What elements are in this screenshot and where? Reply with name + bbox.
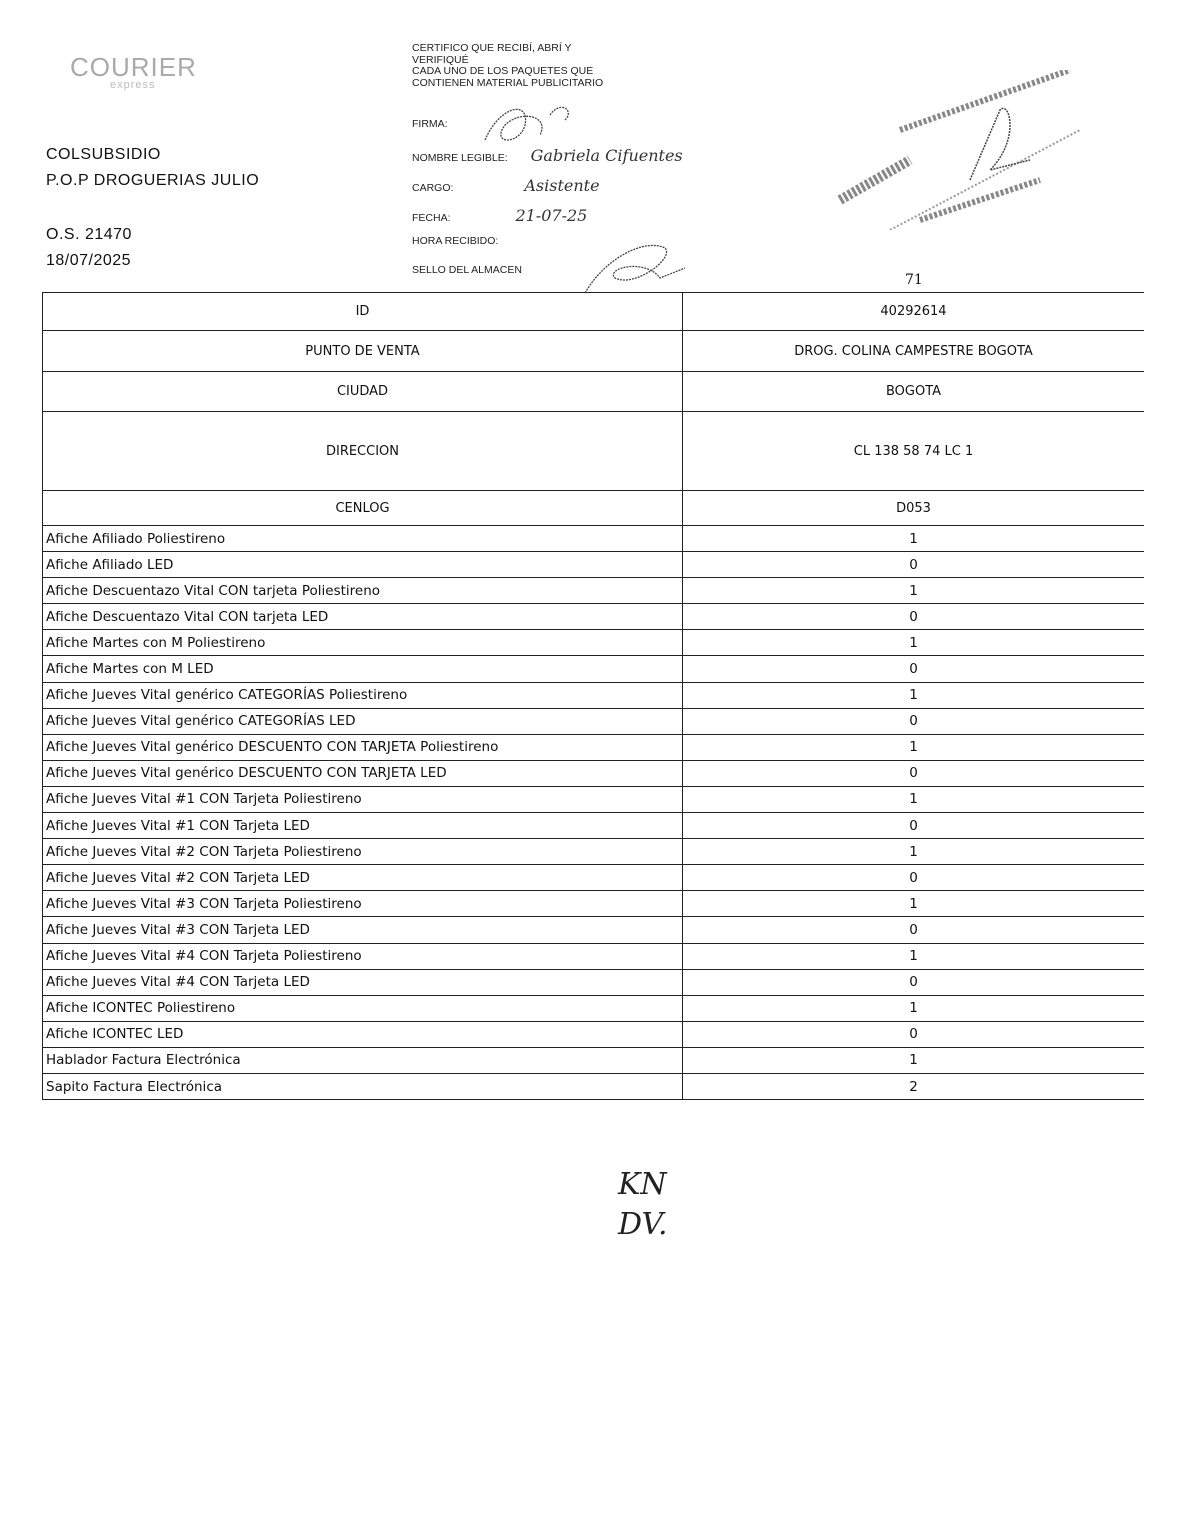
stamp-icon xyxy=(830,70,1080,230)
row-label: PUNTO DE VENTA xyxy=(43,331,683,372)
table-row-direccion xyxy=(43,412,1145,491)
cargo-field xyxy=(412,176,600,195)
table-row xyxy=(43,708,1145,734)
table-row xyxy=(43,1021,1145,1047)
cargo-label: CARGO: xyxy=(412,182,454,194)
handwritten-note xyxy=(618,1165,667,1245)
item-name: Afiche Martes con M LED xyxy=(43,656,683,682)
table-row xyxy=(43,969,1145,995)
item-qty: 1 xyxy=(683,578,1145,604)
cert-line: CADA UNO DE LOS PAQUETES QUE xyxy=(412,65,594,77)
row-label: DIRECCION xyxy=(43,412,683,491)
table-row xyxy=(43,891,1145,917)
item-qty: 1 xyxy=(683,786,1145,812)
table-row xyxy=(43,734,1145,760)
item-name: Afiche Jueves Vital genérico CATEGORÍAS Poliestireno xyxy=(43,682,683,708)
item-qty: 1 xyxy=(683,1047,1145,1073)
item-name: Hablador Factura Electrónica xyxy=(43,1047,683,1073)
nombre-field xyxy=(412,146,683,165)
item-qty: 1 xyxy=(683,682,1145,708)
table-row xyxy=(43,839,1145,865)
note-line: DV. xyxy=(618,1207,668,1242)
fecha-value: 21-07-25 xyxy=(515,206,588,225)
row-label: CIUDAD xyxy=(43,372,683,412)
item-qty: 0 xyxy=(683,552,1145,578)
order-block xyxy=(46,222,132,274)
table-row xyxy=(43,917,1145,943)
item-qty: 0 xyxy=(683,760,1145,786)
logo-subtext: express xyxy=(110,79,156,91)
item-name: Afiche ICONTEC LED xyxy=(43,1021,683,1047)
sello-label: SELLO DEL ALMACEN xyxy=(412,264,522,276)
row-value: 40292614 xyxy=(683,293,1145,331)
page-number: 71 xyxy=(905,272,923,288)
table-row xyxy=(43,656,1145,682)
table-row-id xyxy=(43,293,1145,331)
item-qty: 0 xyxy=(683,708,1145,734)
item-name: Afiche Descuentazo Vital CON tarjeta LED xyxy=(43,604,683,630)
courier-logo xyxy=(70,52,197,91)
item-name: Afiche Jueves Vital #2 CON Tarjeta Poliestireno xyxy=(43,839,683,865)
table-row-cenlog xyxy=(43,491,1145,526)
item-qty: 0 xyxy=(683,656,1145,682)
row-label: ID xyxy=(43,293,683,331)
cert-line: CONTIENEN MATERIAL PUBLICITARIO xyxy=(412,76,604,89)
item-name: Afiche Afiliado Poliestireno xyxy=(43,526,683,552)
firma-label: FIRMA: xyxy=(412,118,448,130)
table-row xyxy=(43,526,1145,552)
item-qty: 1 xyxy=(683,734,1145,760)
item-qty: 0 xyxy=(683,813,1145,839)
item-qty: 0 xyxy=(683,1021,1145,1047)
warehouse-signature-icon xyxy=(575,238,705,300)
fecha-label: FECHA: xyxy=(412,212,451,224)
item-name: Afiche Jueves Vital genérico DESCUENTO CON TARJETA LED xyxy=(43,760,683,786)
item-qty: 0 xyxy=(683,969,1145,995)
row-value: BOGOTA xyxy=(683,372,1145,412)
item-rows xyxy=(43,526,1145,1100)
item-name: Afiche Jueves Vital #3 CON Tarjeta Poliestireno xyxy=(43,891,683,917)
table-row-punto-de-venta xyxy=(43,331,1145,372)
order-number: O.S. 21470 xyxy=(46,226,132,243)
item-name: Afiche Jueves Vital genérico CATEGORÍAS LED xyxy=(43,708,683,734)
order-date: 18/07/2025 xyxy=(46,252,132,269)
item-qty: 1 xyxy=(683,891,1145,917)
hora-label: HORA RECIBIDO: xyxy=(412,235,499,247)
table-row xyxy=(43,604,1145,630)
item-name: Afiche Jueves Vital #2 CON Tarjeta LED xyxy=(43,865,683,891)
row-value: D053 xyxy=(683,491,1145,526)
item-name: Afiche Martes con M Poliestireno xyxy=(43,630,683,656)
item-name: Afiche Descuentazo Vital CON tarjeta Poliestireno xyxy=(43,578,683,604)
item-name: Afiche Jueves Vital #3 CON Tarjeta LED xyxy=(43,917,683,943)
item-name: Afiche ICONTEC Poliestireno xyxy=(43,995,683,1021)
item-name: Afiche Jueves Vital #4 CON Tarjeta LED xyxy=(43,969,683,995)
cargo-value: Asistente xyxy=(524,176,600,195)
table-row xyxy=(43,760,1145,786)
fecha-field xyxy=(412,206,587,225)
company-block xyxy=(46,142,259,194)
item-qty: 1 xyxy=(683,943,1145,969)
table-row xyxy=(43,682,1145,708)
note-line: KN xyxy=(618,1167,667,1202)
item-qty: 0 xyxy=(683,917,1145,943)
company-name: COLSUBSIDIO xyxy=(46,146,161,163)
table-row xyxy=(43,1073,1145,1099)
item-name: Sapito Factura Electrónica xyxy=(43,1073,683,1099)
delivery-table xyxy=(42,292,1144,1100)
table-row xyxy=(43,786,1145,812)
nombre-value: Gabriela Cifuentes xyxy=(530,146,683,165)
item-qty: 1 xyxy=(683,630,1145,656)
item-qty: 0 xyxy=(683,604,1145,630)
item-qty: 1 xyxy=(683,839,1145,865)
item-qty: 1 xyxy=(683,995,1145,1021)
item-name: Afiche Jueves Vital genérico DESCUENTO CON TARJETA Poliestireno xyxy=(43,734,683,760)
table-row xyxy=(43,995,1145,1021)
item-qty: 1 xyxy=(683,526,1145,552)
row-value: CL 138 58 74 LC 1 xyxy=(683,412,1145,491)
certification-text xyxy=(412,43,603,89)
table-row xyxy=(43,630,1145,656)
row-value: DROG. COLINA CAMPESTRE BOGOTA xyxy=(683,331,1145,372)
item-name: Afiche Jueves Vital #1 CON Tarjeta Poliestireno xyxy=(43,786,683,812)
item-name: Afiche Jueves Vital #4 CON Tarjeta Poliestireno xyxy=(43,943,683,969)
table-row xyxy=(43,943,1145,969)
table-row-ciudad xyxy=(43,372,1145,412)
cert-line: VERIFIQUÉ xyxy=(412,53,469,66)
item-qty: 2 xyxy=(683,1073,1145,1099)
table-row xyxy=(43,1047,1145,1073)
project-name: P.O.P DROGUERIAS JULIO xyxy=(46,172,260,189)
table-row xyxy=(43,578,1145,604)
nombre-label: NOMBRE LEGIBLE: xyxy=(412,152,508,164)
table-row xyxy=(43,813,1145,839)
table-row xyxy=(43,552,1145,578)
row-label: CENLOG xyxy=(43,491,683,526)
table-row xyxy=(43,865,1145,891)
item-name: Afiche Afiliado LED xyxy=(43,552,683,578)
logo-text: COURIER xyxy=(70,52,197,82)
cert-line: CERTIFICO QUE RECIBÍ, ABRÍ Y xyxy=(412,42,572,54)
item-qty: 0 xyxy=(683,865,1145,891)
item-name: Afiche Jueves Vital #1 CON Tarjeta LED xyxy=(43,813,683,839)
